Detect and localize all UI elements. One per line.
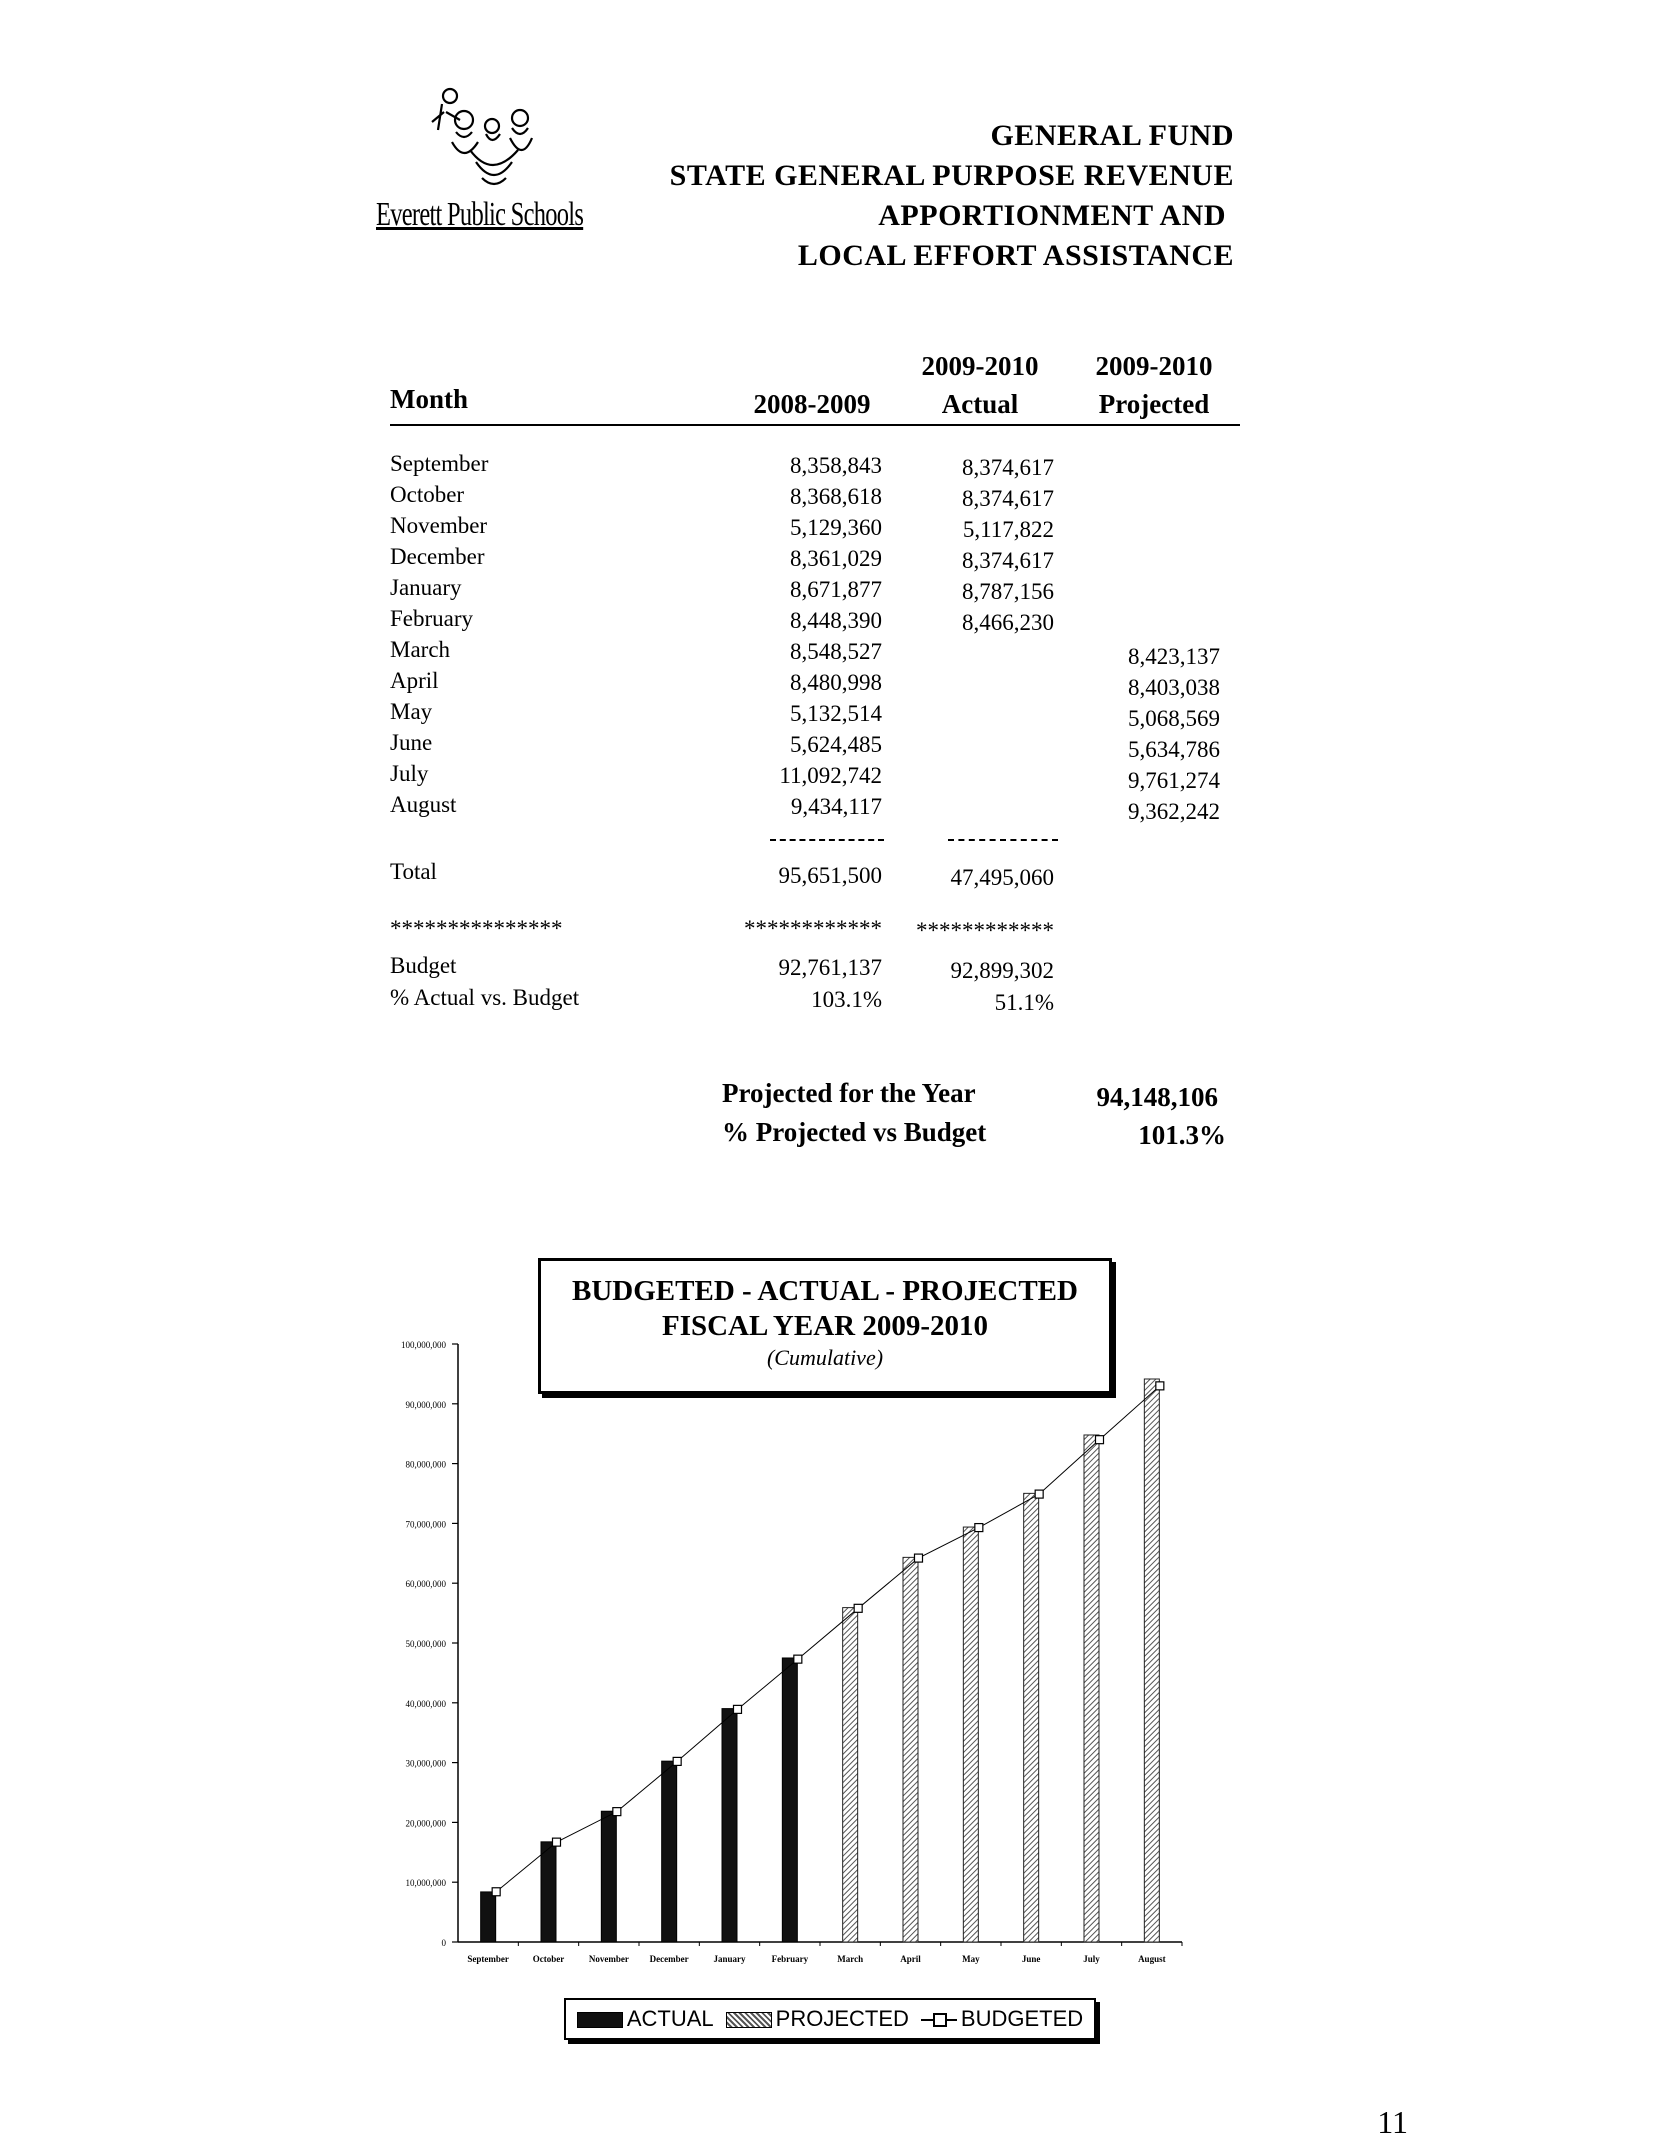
budgeted-point <box>673 1757 681 1765</box>
pct-actual: 51.1% <box>994 990 1054 1015</box>
projected-bar <box>903 1557 918 1942</box>
row-month: June <box>390 730 433 755</box>
row-month: May <box>390 699 433 724</box>
budgeted-point <box>975 1524 983 1532</box>
x-tick-label: September <box>467 1954 509 1964</box>
row-prior-value: 8,548,527 <box>790 639 882 664</box>
x-tick-label: March <box>837 1954 864 1964</box>
x-tick-label: June <box>1021 1954 1041 1964</box>
row-actual-value: 8,374,617 <box>962 548 1054 573</box>
x-tick-label: October <box>532 1954 565 1964</box>
row-actual-value: 8,374,617 <box>962 455 1054 480</box>
y-tick-label: 100,000,000 <box>401 1340 446 1350</box>
row-prior-value: 8,358,843 <box>790 453 882 478</box>
col-actual-header-year: 2009-2010 <box>921 351 1039 381</box>
legend-budgeted <box>921 2006 1083 2032</box>
x-tick-label: December <box>649 1954 689 1964</box>
budgeted-point <box>854 1604 862 1612</box>
y-tick-label: 30,000,000 <box>405 1758 446 1769</box>
y-tick-label: 90,000,000 <box>405 1399 446 1410</box>
total-actual: 47,495,060 <box>950 865 1054 890</box>
row-month: December <box>390 544 485 569</box>
row-actual-value: 8,466,230 <box>962 610 1054 635</box>
chart-title: BUDGETED - ACTUAL - PROJECTED <box>572 1275 1078 1307</box>
chart-note: (Cumulative) <box>766 1345 884 1370</box>
row-month: July <box>390 761 429 786</box>
title-line: APPORTIONMENT AND <box>878 199 1226 232</box>
x-tick-label: February <box>771 1954 809 1964</box>
row-month: March <box>390 637 451 662</box>
y-tick-label: 70,000,000 <box>405 1519 446 1530</box>
total-prior: 95,651,500 <box>778 863 882 888</box>
row-month: August <box>390 792 457 817</box>
row-month: April <box>390 668 439 693</box>
budgeted-swatch <box>921 2019 957 2021</box>
row-month: November <box>390 513 488 538</box>
actual-swatch <box>577 2012 623 2028</box>
separator-stars: ************ <box>916 918 1054 943</box>
y-tick-label: 0 <box>441 1938 446 1948</box>
row-prior-value: 8,368,618 <box>790 484 882 509</box>
projected-bar <box>1084 1435 1099 1942</box>
y-tick-label: 20,000,000 <box>405 1818 446 1829</box>
budgeted-point <box>613 1808 621 1816</box>
title-line: GENERAL FUND <box>990 119 1234 152</box>
projected-bar <box>843 1608 858 1942</box>
budgeted-point <box>492 1888 500 1896</box>
row-projected-value: 5,634,786 <box>1128 737 1220 762</box>
y-tick-label: 10,000,000 <box>405 1878 446 1889</box>
y-tick-label: 50,000,000 <box>405 1639 446 1649</box>
col-prior-header: 2008-2009 <box>753 389 871 419</box>
row-prior-value: 5,132,514 <box>790 701 882 726</box>
row-month: January <box>390 575 462 600</box>
actual-bar <box>481 1892 496 1942</box>
budgeted-point <box>915 1554 923 1562</box>
col-actual-header-label: Actual <box>941 389 1019 419</box>
y-tick-label: 80,000,000 <box>405 1459 446 1470</box>
projected-bar <box>963 1527 978 1942</box>
budgeted-point <box>794 1655 802 1663</box>
row-month: October <box>390 482 465 507</box>
legend-projected <box>726 2006 909 2032</box>
row-actual-value: 8,787,156 <box>962 579 1054 604</box>
separator-stars: *************** <box>390 916 563 941</box>
row-prior-value: 8,448,390 <box>790 608 882 633</box>
y-tick-label: 60,000,000 <box>405 1579 446 1590</box>
x-tick-label: November <box>588 1954 629 1964</box>
total-label: Total <box>390 859 437 884</box>
row-projected-value: 8,403,038 <box>1128 675 1220 700</box>
row-prior-value: 8,480,998 <box>790 670 882 695</box>
row-prior-value: 8,361,029 <box>790 546 882 571</box>
row-prior-value: 9,434,117 <box>790 794 882 819</box>
row-prior-value: 5,624,485 <box>790 732 882 757</box>
row-projected-value: 9,362,242 <box>1128 799 1220 824</box>
row-actual-value: 8,374,617 <box>962 486 1054 511</box>
row-prior-value: 8,671,877 <box>790 577 882 602</box>
separator-stars: ************ <box>744 916 882 941</box>
row-actual-value: 5,117,822 <box>962 517 1054 542</box>
row-projected-value: 5,068,569 <box>1128 706 1220 731</box>
x-tick-label: May <box>962 1954 980 1964</box>
projected-bar <box>1024 1493 1039 1942</box>
row-projected-value: 8,423,137 <box>1128 644 1220 669</box>
row-month: February <box>390 606 474 631</box>
x-tick-label: August <box>1138 1954 1166 1964</box>
projected-bar <box>1144 1379 1159 1942</box>
projected-swatch <box>726 2012 772 2028</box>
row-prior-value: 5,129,360 <box>790 515 882 540</box>
budgeted-point <box>553 1838 561 1846</box>
budget-actual: 92,899,302 <box>950 958 1054 983</box>
row-month: September <box>390 451 489 476</box>
row-prior-value: 11,092,742 <box>779 763 882 788</box>
col-projected-header-year: 2009-2010 <box>1095 351 1213 381</box>
legend-projected-label: PROJECTED <box>775 2006 909 2031</box>
pct-prior: 103.1% <box>811 987 882 1012</box>
x-tick-label: April <box>900 1954 921 1964</box>
legend-actual-label: ACTUAL <box>626 2006 714 2031</box>
actual-bar <box>541 1842 556 1942</box>
budgeted-line <box>496 1386 1160 1892</box>
legend-actual <box>577 2006 714 2032</box>
budgeted-point <box>1156 1382 1164 1390</box>
budget-prior: 92,761,137 <box>778 955 882 980</box>
title-line: LOCAL EFFORT ASSISTANCE <box>797 239 1234 272</box>
y-tick-label: 40,000,000 <box>405 1698 446 1709</box>
actual-bar <box>782 1658 797 1942</box>
actual-bar <box>601 1811 616 1942</box>
projected-year-label: Projected for the Year <box>722 1078 976 1108</box>
col-projected-header-label: Projected <box>1098 389 1210 419</box>
pct-actual-label: % Actual vs. Budget <box>390 985 580 1010</box>
pct-projected-value: 101.3% <box>1138 1120 1226 1150</box>
budget-label: Budget <box>390 953 457 978</box>
pct-projected-label: % Projected vs Budget <box>722 1117 987 1147</box>
x-tick-label: July <box>1083 1954 1100 1964</box>
budgeted-point <box>1035 1490 1043 1498</box>
actual-bar <box>722 1709 737 1942</box>
row-projected-value: 9,761,274 <box>1128 768 1220 793</box>
x-tick-label: January <box>713 1954 746 1964</box>
org-name: Everett Public Schools <box>376 196 584 233</box>
col-month-header: Month <box>390 384 469 414</box>
projected-year-value: 94,148,106 <box>1096 1082 1218 1112</box>
chart-title-box <box>538 1258 1112 1394</box>
actual-bar <box>662 1761 677 1942</box>
legend-budgeted-label: BUDGETED <box>960 2006 1084 2031</box>
budgeted-point <box>734 1705 742 1713</box>
chart-legend <box>564 1998 1096 2040</box>
page-number: 11 <box>1377 2104 1408 2140</box>
title-line: STATE GENERAL PURPOSE REVENUE <box>669 159 1234 192</box>
chart-subtitle: FISCAL YEAR 2009-2010 <box>661 1310 988 1342</box>
budgeted-point <box>1096 1436 1104 1444</box>
